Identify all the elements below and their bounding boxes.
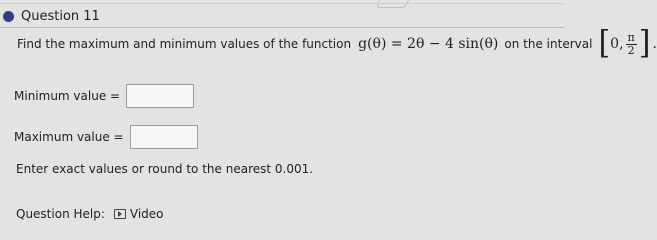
maximum-answer-row xyxy=(14,125,198,149)
interval-end-fraction xyxy=(626,32,637,56)
fraction-numerator: π xyxy=(627,30,635,44)
maximum-label: Maximum value = xyxy=(14,130,124,144)
question-help-label: Question Help: xyxy=(16,207,105,221)
minimum-label: Minimum value = xyxy=(14,89,121,103)
question-prompt xyxy=(17,25,657,62)
question-status-dot xyxy=(3,11,14,22)
minimum-value-input[interactable] xyxy=(126,84,194,108)
interval-close-bracket: ] xyxy=(638,25,651,62)
maximum-value-input[interactable] xyxy=(130,125,198,149)
minimum-answer-row xyxy=(14,84,194,108)
prompt-end-punctuation: . xyxy=(652,36,657,52)
interval-start: 0, xyxy=(610,36,624,52)
decorative-arrow xyxy=(375,0,410,8)
play-video-icon xyxy=(114,209,126,219)
rounding-instructions: Enter exact values or round to the nearest 0.001. xyxy=(16,162,314,176)
question-help xyxy=(16,207,164,221)
header-divider xyxy=(0,27,564,28)
question-title: Question 11 xyxy=(21,9,100,24)
top-divider xyxy=(0,3,564,4)
question-header xyxy=(3,9,100,24)
video-help-link[interactable] xyxy=(114,207,164,221)
prompt-text-before: Find the maximum and minimum values of the function xyxy=(17,37,352,51)
interval-open-bracket: [ xyxy=(598,25,611,62)
function-expression: g(θ) = 2θ − 4 sin(θ) xyxy=(358,36,499,52)
interval-expression xyxy=(598,25,657,62)
video-link-label: Video xyxy=(129,207,164,221)
fraction-denominator: 2 xyxy=(627,43,635,57)
prompt-text-middle: on the interval xyxy=(504,37,593,51)
